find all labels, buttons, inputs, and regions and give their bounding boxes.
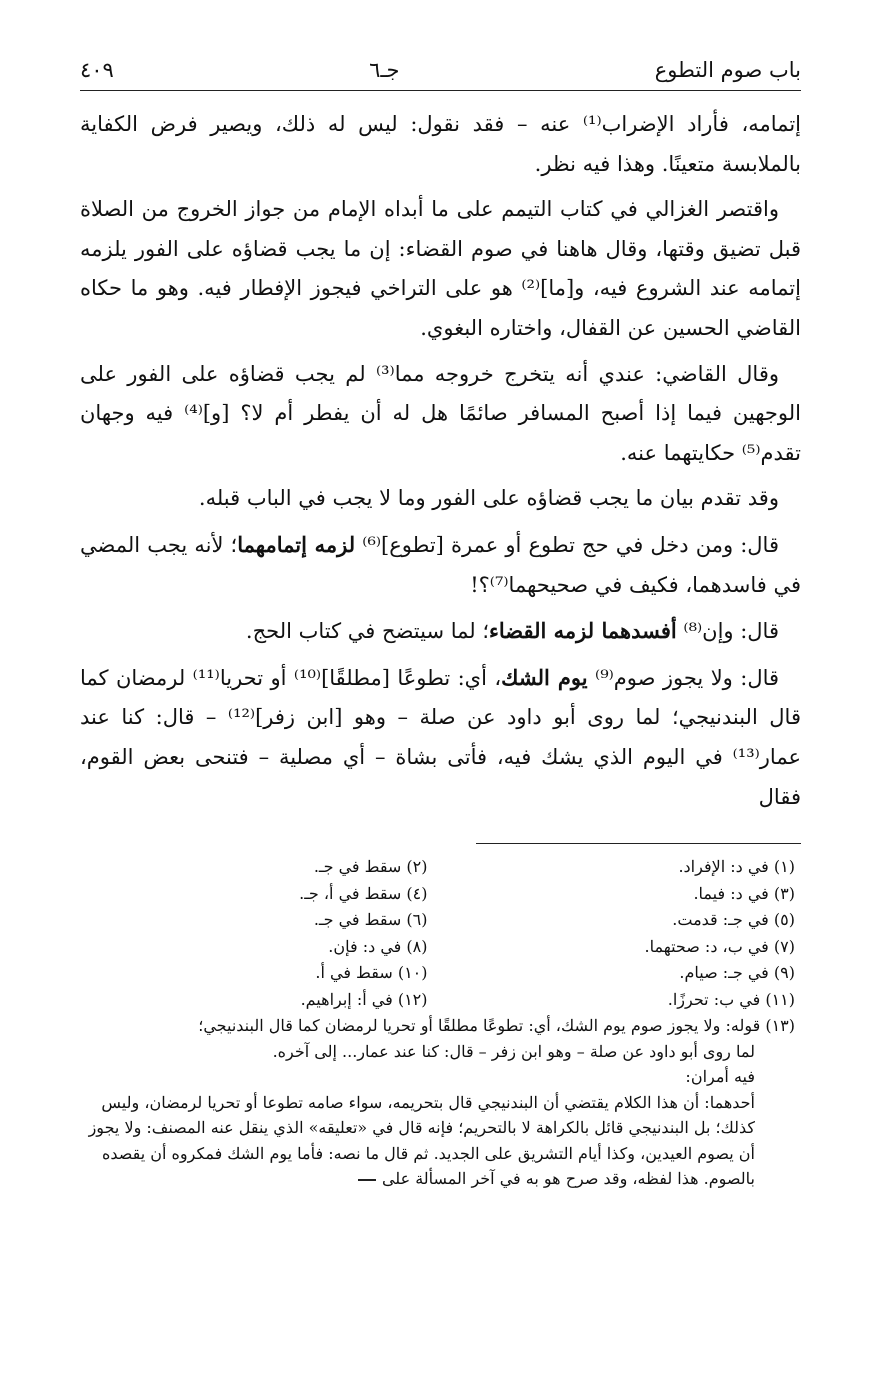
- bold-ruling: يوم الشك: [501, 664, 588, 690]
- footnote-line: [80, 1090, 801, 1192]
- footnote-separator: [476, 843, 801, 844]
- footnote: (٢) سقط في جـ.: [313, 857, 428, 877]
- footnote: (١١) في ب: تحرزًا.: [667, 989, 795, 1009]
- paragraph: واقتصر الغزالي في كتاب التيمم على ما أبداه الإمام من جواز الخروج من الصلاة قبل تضيق وقتها، وقال هاهنا في صوم القضاء: إن ما يجب قضاؤه على الفور يلزمه إتمامه عند الشروع فيه، و[ما]⁽²⁾ هو على التراخي فيجوز الإفطار فيه. وهو ما حكاه القاضي الحسين عن القفال، واختاره البغوي.: [80, 197, 801, 340]
- paragraph: [80, 658, 801, 817]
- footnote: (١) في د: الإفراد.: [678, 857, 795, 877]
- footnote: (٦) سقط في جـ.: [313, 910, 428, 930]
- footnote: (٥) في جـ: قدمت.: [672, 910, 795, 930]
- footnotes-grid: [80, 854, 801, 1013]
- text-run: ، أي: تطوعًا [مطلقًا]⁽¹⁰⁾ أو تحريا⁽¹¹⁾ لرمضان كما قال البندنيجي؛ لما روى أبو داود عن صلة – وهو [ابن زفر]⁽¹²⁾ – قال: كنا عند عمار⁽¹³⁾ في اليوم الذي يشك فيه، فأتى بشاة – أي مصلية – فتنحى بعض القوم، فقال: [80, 665, 801, 809]
- running-header: [80, 58, 801, 91]
- main-text: [80, 105, 801, 817]
- paragraph: وقد تقدم بيان ما يجب قضاؤه على الفور وما لا يجب في الباب قبله.: [198, 486, 779, 511]
- text-run: ؛ لما سيتضح في كتاب الحج.: [245, 619, 490, 644]
- footnote-text: أحدهما: أن هذا الكلام يقتضي أن البندنيجي قال بتحريمه، سواء صامه تطوعا أو تحريا لرمضان، وليس كذلك؛ بل البندنيجي قائل بالكراهة لا بالتحريم؛ فإنه قال في «تعليقه» الذي ينقل عنه المصنف: ولا يجوز أن يصوم العيدين، وكذا أيام التشريق على الجديد. ثم قال ما نصه: فأما يوم الشك فمكروه أن يقصده بالصوم. هذا لفظه، وقد صرح هو به في آخر المسألة على: [88, 1092, 755, 1189]
- paragraph: وقال القاضي: عندي أنه يتخرج خروجه مما⁽³⁾ لم يجب قضاؤه على الفور على الوجهين فيما إذا أصبح المسافر صائمًا هل له أن يفطر أم لا؟ [و]⁽⁴⁾ فيه وجهان تقدم⁽⁵⁾ حكايتهما عنه.: [80, 361, 801, 465]
- footnote: (٧) في ب، د: صحتهما.: [644, 936, 795, 956]
- text-run: ؛ لأنه يجب المضي في فاسدهما، فكيف في صحيحهما⁽⁷⁾؟!: [80, 532, 801, 597]
- page-number: ٤٠٩: [80, 58, 114, 82]
- footnote-line: لما روى أبو داود عن صلة – وهو ابن زفر – قال: كنا عند عمار... إلى آخره.: [272, 1041, 755, 1061]
- footnote: (٣) في د: فيما.: [693, 883, 795, 903]
- footnote: (٩) في جـ: صيام.: [679, 963, 795, 983]
- volume-label: جـ٦: [369, 58, 400, 82]
- footnote: (٤) سقط في أ، جـ.: [299, 883, 428, 903]
- footnote-line: (١٣) قوله: ولا يجوز صوم يوم الشك، أي: تطوعًا مطلقًا أو تحريا لرمضان كما قال البندنيجي؛: [198, 1016, 795, 1036]
- bold-ruling: لزمه إتمامهما: [237, 531, 356, 557]
- text-run: قال: ومن دخل في حج تطوع أو عمرة [تطوع]⁽⁶⁾: [355, 532, 779, 557]
- chapter-title: باب صوم التطوع: [654, 58, 801, 82]
- footnote-13: [80, 1013, 801, 1192]
- footnote-line: فيه أمران:: [685, 1067, 755, 1087]
- paragraph: [80, 525, 801, 605]
- footnote: (١٠) سقط في أ.: [315, 963, 428, 983]
- continuation-dash: [358, 1179, 376, 1181]
- paragraph: [80, 611, 801, 652]
- text-run: قال: ولا يجوز صوم⁽⁹⁾: [587, 665, 780, 690]
- paragraph: إتمامه، فأراد الإضراب⁽¹⁾ عنه – فقد نقول: ليس له ذلك، ويصير فرض الكفاية بالملابسة متعينًا. وهذا فيه نظر.: [80, 112, 801, 176]
- text-run: قال: وإن⁽⁸⁾: [676, 619, 779, 644]
- footnote: (٨) في د: فإن.: [328, 936, 428, 956]
- bold-ruling: أفسدهما لزمه القضاء: [489, 618, 677, 644]
- footnote: (١٢) في أ: إبراهيم.: [300, 989, 428, 1009]
